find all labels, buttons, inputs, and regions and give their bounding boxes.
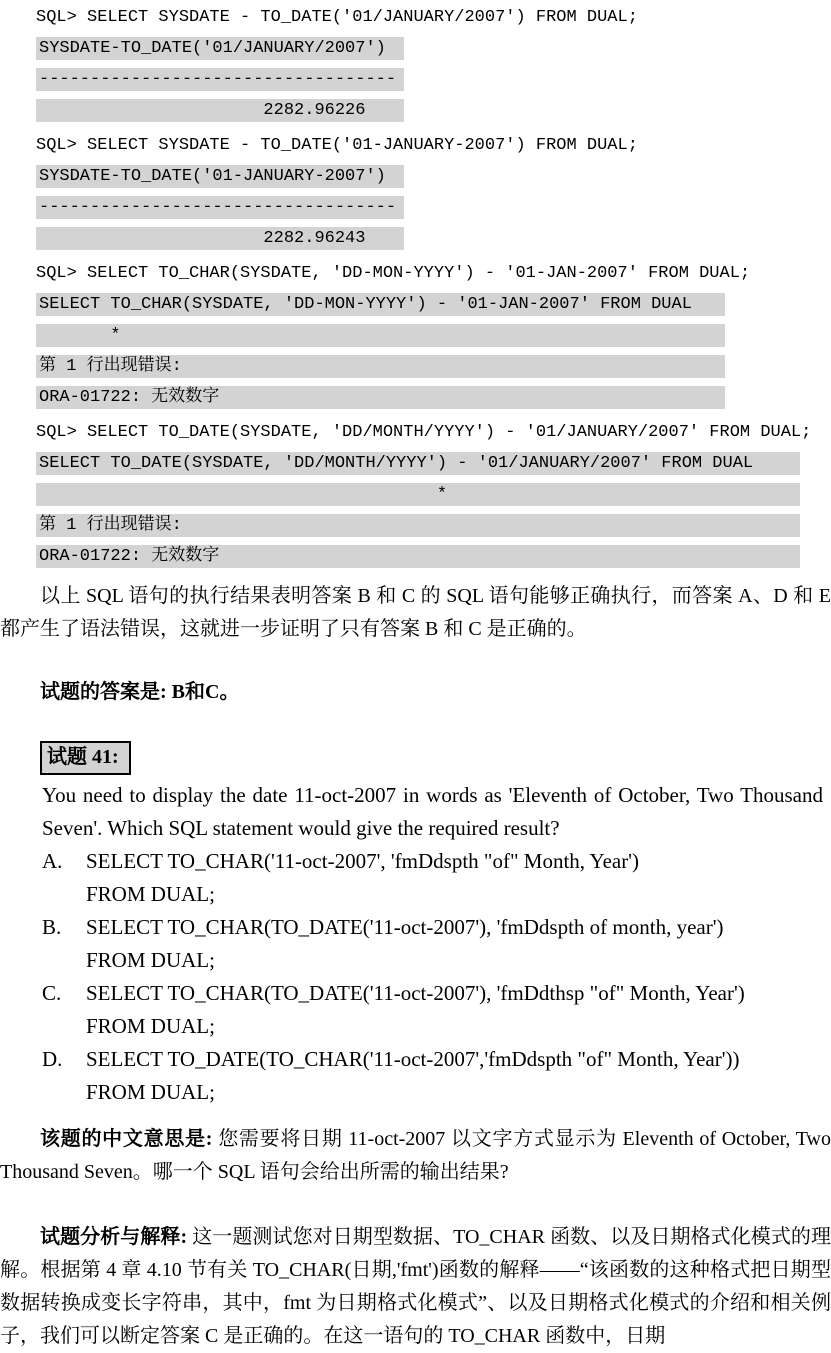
sql-error-location-line: 第 1 行出现错误: <box>36 514 800 537</box>
sql-error-code-line: ORA-01722: 无效数字 <box>36 545 800 568</box>
option-a <box>42 845 823 911</box>
sql-command-line: SQL> SELECT SYSDATE - TO_DATE('01/JANUARY/2007') FROM DUAL; <box>36 8 638 27</box>
option-spacer <box>42 878 86 911</box>
option-from-clause: FROM DUAL; <box>86 1014 215 1038</box>
sql-terminal-transcript <box>36 6 831 568</box>
analysis-text: 这一题测试您对日期型数据、TO_CHAR 函数、以及日期格式化模式的理解。根据第 4 章 4.10 节有关 TO_CHAR(日期,'fmt')函数的解释——“该函数的这种格式把日期型数据转换成变长字符串，其中，fmt 为日期格式化模式”、以及日期格式化模式的介绍和相关例子，我们可以断定答案 C 是正确的。在这一语句的 TO_CHAR 函数中，日期 <box>0 1226 831 1347</box>
option-from-clause: FROM DUAL; <box>86 882 215 906</box>
sql-error-code-line: ORA-01722: 无效数字 <box>36 386 725 409</box>
option-letter: B. <box>42 915 62 939</box>
option-spacer <box>42 1010 86 1043</box>
sql-output-separator: ----------------------------------- <box>36 196 404 219</box>
option-spacer <box>42 1076 86 1109</box>
sql-command-line: SQL> SELECT TO_CHAR(SYSDATE, 'DD-MON-YYYY') - '01-JAN-2007' FROM DUAL; <box>36 264 751 283</box>
chinese-meaning-paragraph <box>0 1123 831 1189</box>
sql-error-marker-line: * <box>36 483 800 506</box>
sql-block-to-char-error <box>36 262 831 409</box>
option-from-clause: FROM DUAL; <box>86 1080 215 1104</box>
option-sql: SELECT TO_CHAR(TO_DATE('11-oct-2007'), 'fmDdspth of month, year') <box>86 915 724 939</box>
sql-error-location-line: 第 1 行出现错误: <box>36 355 725 378</box>
option-b <box>42 911 823 977</box>
option-sql: SELECT TO_DATE(TO_CHAR('11-oct-2007','fmDdspth "of" Month, Year')) <box>86 1047 740 1071</box>
sql-block-slash-january <box>36 6 831 122</box>
option-letter: A. <box>42 849 63 873</box>
sql-error-statement-echo: SELECT TO_DATE(SYSDATE, 'DD/MONTH/YYYY') - '01/JANUARY/2007' FROM DUAL <box>36 452 800 475</box>
option-c <box>42 977 823 1043</box>
question-41-section <box>42 779 823 1109</box>
sql-block-to-date-error <box>36 421 831 568</box>
option-letter: C. <box>42 981 62 1005</box>
analysis-paragraph <box>0 1221 831 1353</box>
option-letter: D. <box>42 1047 63 1071</box>
sql-error-marker-line: * <box>36 324 725 347</box>
analysis-label: 试题分析与解释: <box>40 1226 188 1248</box>
option-spacer <box>42 944 86 977</box>
sql-error-statement-echo: SELECT TO_CHAR(SYSDATE, 'DD-MON-YYYY') - '01-JAN-2007' FROM DUAL <box>36 293 725 316</box>
sql-command-line: SQL> SELECT TO_DATE(SYSDATE, 'DD/MONTH/YYYY') - '01/JANUARY/2007' FROM DUAL; <box>36 423 812 442</box>
question-text: You need to display the date 11-oct-2007 in words as 'Eleventh of October, Two Thousand Seven'. Which SQL statement would give the required result? <box>42 783 823 840</box>
sql-command-line: SQL> SELECT SYSDATE - TO_DATE('01-JANUARY-2007') FROM DUAL; <box>36 136 638 155</box>
sql-output-result-value: 2282.96226 <box>36 99 404 122</box>
sql-output-separator: ----------------------------------- <box>36 68 404 91</box>
sql-block-dash-january <box>36 134 831 250</box>
sql-output-result-value: 2282.96243 <box>36 227 404 250</box>
sql-output-column-header: SYSDATE-TO_DATE('01-JANUARY-2007') <box>36 165 404 188</box>
option-sql: SELECT TO_CHAR(TO_DATE('11-oct-2007'), 'fmDdthsp "of" Month, Year') <box>86 981 745 1005</box>
conclusion-paragraph: 以上 SQL 语句的执行结果表明答案 B 和 C 的 SQL 语句能够正确执行，而答案 A、D 和 E 都产生了语法错误，这就进一步证明了只有答案 B 和 C 是正确的。 <box>0 585 831 640</box>
chinese-meaning-label: 该题的中文意思是: <box>40 1128 213 1150</box>
option-d <box>42 1043 823 1109</box>
chinese-meaning-text: 您需要将日期 11-oct-2007 以文字方式显示为 Eleventh of October, Two Thousand Seven。哪一个 SQL 语句会给出所需的输出结果? <box>0 1128 831 1183</box>
answer-statement: 试题的答案是: B和C。 <box>40 681 240 703</box>
sql-output-column-header: SYSDATE-TO_DATE('01/JANUARY/2007') <box>36 37 404 60</box>
question-number-row <box>40 741 831 775</box>
option-from-clause: FROM DUAL; <box>86 948 215 972</box>
option-sql: SELECT TO_CHAR('11-oct-2007', 'fmDdspth "of" Month, Year') <box>86 849 639 873</box>
question-number-box: 试题 41: <box>40 741 131 775</box>
